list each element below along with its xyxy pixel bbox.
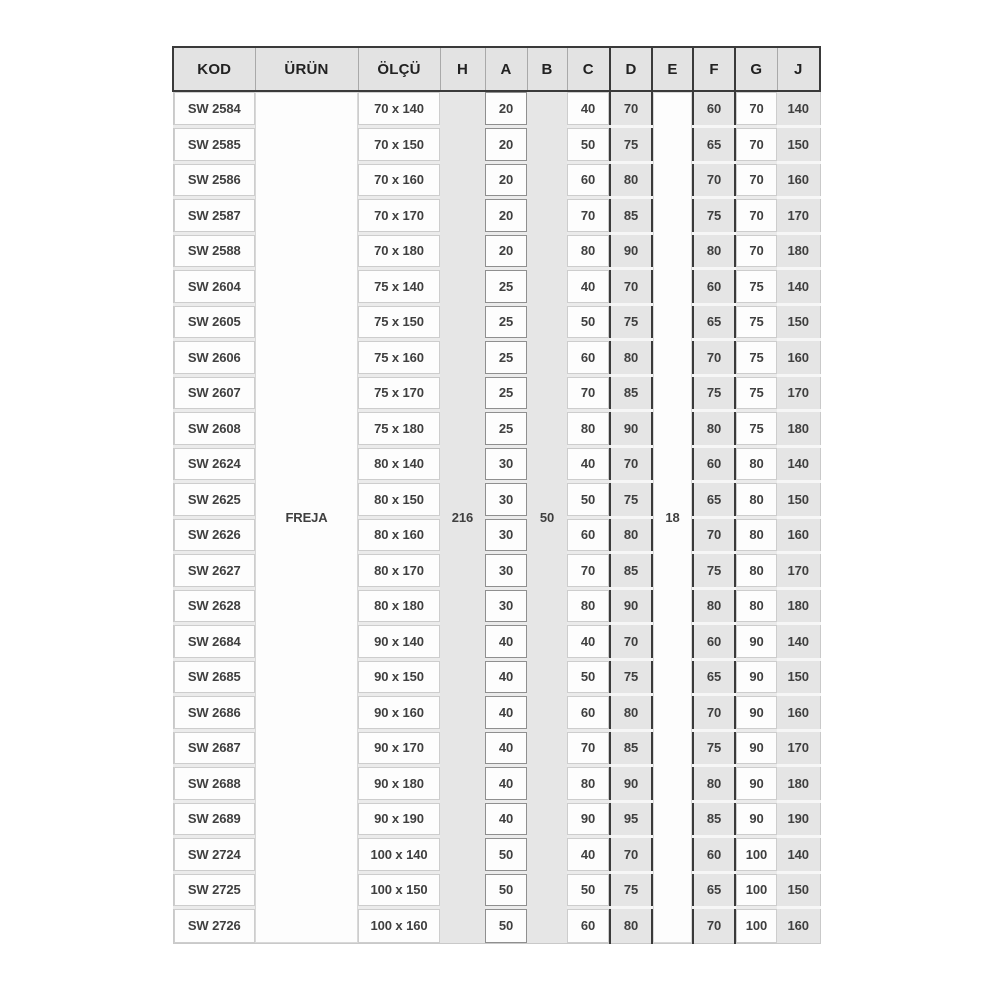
cell-a: 30	[485, 482, 527, 518]
cell-g: 70	[735, 91, 777, 127]
cell-olcu: 80 x 150	[358, 482, 440, 518]
cell-d: 75	[610, 659, 652, 695]
cell-a: 25	[485, 411, 527, 447]
cell-g: 80	[735, 482, 777, 518]
cell-d: 75	[610, 482, 652, 518]
header-kod: KOD	[173, 47, 255, 91]
cell-c: 50	[567, 304, 610, 340]
cell-g: 90	[735, 659, 777, 695]
table-body	[173, 91, 820, 943]
cell-d: 80	[610, 695, 652, 731]
cell-a: 30	[485, 446, 527, 482]
cell-j: 160	[777, 517, 820, 553]
cell-kod: SW 2685	[173, 659, 255, 695]
header-a: A	[485, 47, 527, 91]
merged-cell-b: 50	[527, 91, 567, 943]
cell-a: 25	[485, 340, 527, 376]
cell-j: 160	[777, 162, 820, 198]
cell-j: 150	[777, 304, 820, 340]
cell-d: 75	[610, 872, 652, 908]
cell-kod: SW 2588	[173, 233, 255, 269]
spec-table-container	[172, 46, 821, 944]
cell-a: 30	[485, 553, 527, 589]
cell-f: 85	[693, 801, 735, 837]
cell-g: 70	[735, 127, 777, 163]
cell-j: 150	[777, 482, 820, 518]
cell-f: 60	[693, 269, 735, 305]
cell-olcu: 75 x 170	[358, 375, 440, 411]
cell-f: 65	[693, 304, 735, 340]
cell-f: 80	[693, 411, 735, 447]
cell-olcu: 80 x 180	[358, 588, 440, 624]
cell-d: 70	[610, 446, 652, 482]
cell-c: 60	[567, 908, 610, 944]
cell-j: 180	[777, 411, 820, 447]
cell-a: 50	[485, 872, 527, 908]
cell-olcu: 70 x 160	[358, 162, 440, 198]
cell-j: 180	[777, 588, 820, 624]
cell-olcu: 90 x 180	[358, 766, 440, 802]
cell-c: 70	[567, 553, 610, 589]
cell-g: 75	[735, 411, 777, 447]
cell-olcu: 90 x 140	[358, 624, 440, 660]
cell-kod: SW 2624	[173, 446, 255, 482]
cell-j: 140	[777, 446, 820, 482]
cell-a: 40	[485, 801, 527, 837]
cell-a: 25	[485, 375, 527, 411]
cell-j: 190	[777, 801, 820, 837]
cell-c: 80	[567, 233, 610, 269]
cell-g: 80	[735, 517, 777, 553]
cell-a: 40	[485, 766, 527, 802]
cell-d: 90	[610, 411, 652, 447]
cell-f: 60	[693, 446, 735, 482]
cell-kod: SW 2604	[173, 269, 255, 305]
cell-d: 75	[610, 304, 652, 340]
cell-olcu: 75 x 150	[358, 304, 440, 340]
cell-c: 50	[567, 482, 610, 518]
cell-olcu: 100 x 150	[358, 872, 440, 908]
cell-c: 50	[567, 127, 610, 163]
cell-j: 150	[777, 659, 820, 695]
cell-olcu: 90 x 150	[358, 659, 440, 695]
cell-a: 20	[485, 233, 527, 269]
cell-f: 70	[693, 908, 735, 944]
cell-c: 60	[567, 517, 610, 553]
cell-a: 20	[485, 162, 527, 198]
cell-kod: SW 2686	[173, 695, 255, 731]
cell-c: 80	[567, 411, 610, 447]
cell-f: 80	[693, 766, 735, 802]
cell-g: 100	[735, 872, 777, 908]
cell-c: 60	[567, 695, 610, 731]
header-f: F	[693, 47, 735, 91]
cell-f: 75	[693, 730, 735, 766]
cell-olcu: 100 x 140	[358, 837, 440, 873]
cell-olcu: 75 x 140	[358, 269, 440, 305]
cell-olcu: 80 x 170	[358, 553, 440, 589]
cell-olcu: 70 x 140	[358, 91, 440, 127]
cell-kod: SW 2684	[173, 624, 255, 660]
cell-j: 160	[777, 908, 820, 944]
cell-kod: SW 2725	[173, 872, 255, 908]
cell-kod: SW 2584	[173, 91, 255, 127]
cell-j: 170	[777, 553, 820, 589]
cell-j: 150	[777, 127, 820, 163]
cell-kod: SW 2628	[173, 588, 255, 624]
cell-j: 140	[777, 91, 820, 127]
merged-cell-h: 216	[440, 91, 485, 943]
cell-d: 75	[610, 127, 652, 163]
cell-g: 75	[735, 269, 777, 305]
header-c: C	[567, 47, 610, 91]
cell-d: 70	[610, 269, 652, 305]
cell-c: 40	[567, 624, 610, 660]
cell-j: 140	[777, 269, 820, 305]
table-header-row	[173, 47, 820, 91]
cell-c: 80	[567, 766, 610, 802]
cell-f: 75	[693, 198, 735, 234]
cell-j: 180	[777, 766, 820, 802]
cell-d: 90	[610, 588, 652, 624]
cell-olcu: 75 x 180	[358, 411, 440, 447]
cell-d: 85	[610, 198, 652, 234]
cell-f: 65	[693, 659, 735, 695]
header-j: J	[777, 47, 820, 91]
cell-kod: SW 2605	[173, 304, 255, 340]
cell-d: 95	[610, 801, 652, 837]
cell-g: 90	[735, 801, 777, 837]
cell-a: 40	[485, 730, 527, 766]
cell-g: 70	[735, 233, 777, 269]
cell-d: 85	[610, 375, 652, 411]
cell-d: 70	[610, 91, 652, 127]
cell-c: 70	[567, 198, 610, 234]
cell-f: 75	[693, 553, 735, 589]
cell-c: 70	[567, 375, 610, 411]
cell-c: 60	[567, 340, 610, 376]
cell-j: 170	[777, 198, 820, 234]
header-e: E	[652, 47, 693, 91]
cell-j: 140	[777, 624, 820, 660]
cell-kod: SW 2607	[173, 375, 255, 411]
header-urun: ÜRÜN	[255, 47, 358, 91]
cell-f: 65	[693, 872, 735, 908]
table-row	[173, 91, 820, 127]
cell-a: 30	[485, 588, 527, 624]
cell-j: 160	[777, 340, 820, 376]
cell-d: 80	[610, 908, 652, 944]
cell-olcu: 70 x 170	[358, 198, 440, 234]
cell-f: 80	[693, 588, 735, 624]
cell-f: 65	[693, 482, 735, 518]
cell-c: 40	[567, 446, 610, 482]
merged-cell-urun: FREJA	[255, 91, 358, 943]
cell-kod: SW 2625	[173, 482, 255, 518]
cell-olcu: 100 x 160	[358, 908, 440, 944]
cell-a: 40	[485, 659, 527, 695]
cell-d: 70	[610, 837, 652, 873]
cell-a: 40	[485, 624, 527, 660]
cell-d: 85	[610, 553, 652, 589]
cell-kod: SW 2586	[173, 162, 255, 198]
cell-olcu: 90 x 160	[358, 695, 440, 731]
header-olcu: ÖLÇÜ	[358, 47, 440, 91]
cell-d: 90	[610, 766, 652, 802]
cell-olcu: 70 x 180	[358, 233, 440, 269]
cell-d: 90	[610, 233, 652, 269]
cell-d: 80	[610, 162, 652, 198]
cell-a: 30	[485, 517, 527, 553]
cell-a: 50	[485, 908, 527, 944]
cell-a: 25	[485, 304, 527, 340]
cell-a: 20	[485, 127, 527, 163]
cell-g: 70	[735, 198, 777, 234]
cell-c: 40	[567, 91, 610, 127]
cell-g: 75	[735, 304, 777, 340]
cell-olcu: 90 x 170	[358, 730, 440, 766]
header-g: G	[735, 47, 777, 91]
cell-d: 70	[610, 624, 652, 660]
header-h: H	[440, 47, 485, 91]
cell-g: 75	[735, 340, 777, 376]
cell-j: 150	[777, 872, 820, 908]
cell-g: 90	[735, 624, 777, 660]
cell-olcu: 80 x 140	[358, 446, 440, 482]
cell-f: 70	[693, 695, 735, 731]
cell-g: 70	[735, 162, 777, 198]
cell-c: 50	[567, 872, 610, 908]
header-b: B	[527, 47, 567, 91]
cell-f: 70	[693, 340, 735, 376]
cell-f: 80	[693, 233, 735, 269]
cell-f: 60	[693, 624, 735, 660]
cell-g: 80	[735, 446, 777, 482]
cell-kod: SW 2587	[173, 198, 255, 234]
cell-g: 75	[735, 375, 777, 411]
merged-cell-e: 18	[652, 91, 693, 943]
cell-kod: SW 2726	[173, 908, 255, 944]
cell-kod: SW 2688	[173, 766, 255, 802]
cell-kod: SW 2608	[173, 411, 255, 447]
cell-kod: SW 2585	[173, 127, 255, 163]
cell-j: 170	[777, 730, 820, 766]
cell-j: 140	[777, 837, 820, 873]
cell-f: 75	[693, 375, 735, 411]
cell-j: 180	[777, 233, 820, 269]
cell-olcu: 75 x 160	[358, 340, 440, 376]
cell-a: 20	[485, 91, 527, 127]
cell-f: 60	[693, 91, 735, 127]
cell-g: 80	[735, 553, 777, 589]
cell-j: 160	[777, 695, 820, 731]
header-d: D	[610, 47, 652, 91]
cell-c: 60	[567, 162, 610, 198]
cell-kod: SW 2627	[173, 553, 255, 589]
cell-g: 80	[735, 588, 777, 624]
cell-olcu: 80 x 160	[358, 517, 440, 553]
cell-g: 100	[735, 908, 777, 944]
cell-g: 100	[735, 837, 777, 873]
cell-c: 40	[567, 837, 610, 873]
cell-d: 80	[610, 340, 652, 376]
cell-c: 90	[567, 801, 610, 837]
cell-f: 60	[693, 837, 735, 873]
cell-c: 40	[567, 269, 610, 305]
cell-kod: SW 2724	[173, 837, 255, 873]
cell-c: 80	[567, 588, 610, 624]
cell-g: 90	[735, 730, 777, 766]
cell-f: 65	[693, 127, 735, 163]
cell-a: 50	[485, 837, 527, 873]
cell-c: 70	[567, 730, 610, 766]
table-head	[173, 47, 820, 91]
cell-j: 170	[777, 375, 820, 411]
cell-c: 50	[567, 659, 610, 695]
cell-olcu: 70 x 150	[358, 127, 440, 163]
cell-kod: SW 2626	[173, 517, 255, 553]
cell-g: 90	[735, 766, 777, 802]
spec-table	[172, 46, 821, 944]
cell-kod: SW 2689	[173, 801, 255, 837]
cell-olcu: 90 x 190	[358, 801, 440, 837]
cell-d: 80	[610, 517, 652, 553]
cell-a: 20	[485, 198, 527, 234]
cell-d: 85	[610, 730, 652, 766]
cell-g: 90	[735, 695, 777, 731]
cell-a: 40	[485, 695, 527, 731]
cell-kod: SW 2687	[173, 730, 255, 766]
cell-f: 70	[693, 517, 735, 553]
cell-a: 25	[485, 269, 527, 305]
cell-f: 70	[693, 162, 735, 198]
cell-kod: SW 2606	[173, 340, 255, 376]
